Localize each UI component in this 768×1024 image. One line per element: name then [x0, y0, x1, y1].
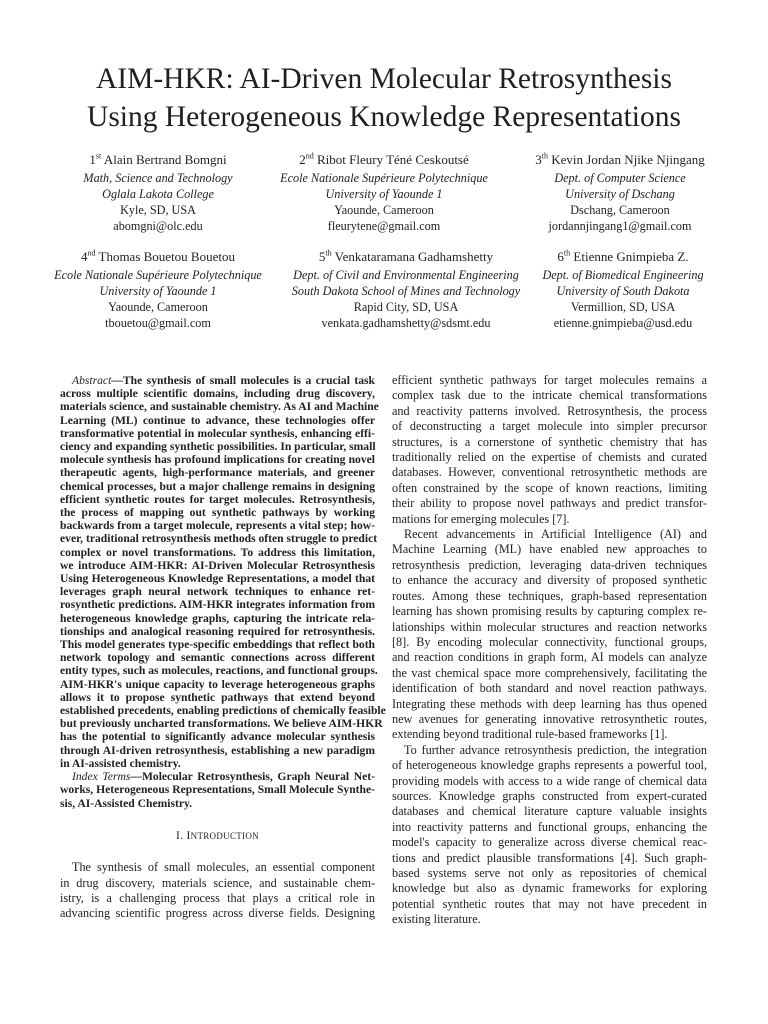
- text-line: the process of mapping out synthetic pathways by working: [60, 506, 375, 520]
- text-line: allows it to propose synthetic pathways that extend beyond: [60, 690, 375, 704]
- text-line: knowledge but also as dynamic frameworks for exploring: [392, 881, 707, 896]
- author-block-1: [38, 151, 278, 234]
- text-line: into reactivity patterns and functional groups, enhancing the: [392, 819, 707, 834]
- author-name: Venkataramana Gadhamshetty: [334, 249, 494, 264]
- author-location: Vermillion, SD, USA: [570, 300, 676, 314]
- title-line-2: Using Heterogeneous Knowledge Representations: [87, 101, 681, 133]
- abstract-label: Abstract: [72, 374, 112, 387]
- author-dept: Ecole Nationale Supérieure Polytechnique: [280, 171, 488, 185]
- author-location: Dschang, Cameroon: [570, 203, 670, 217]
- text-line: model's capacity to generalize across diverse chemical reac-: [392, 835, 707, 850]
- author-org: University of Yaounde 1: [99, 284, 217, 298]
- author-org: University of Yaounde 1: [325, 187, 443, 201]
- author-name-line: 1st Alain Bertrand Bomgni: [89, 151, 227, 167]
- text-line: new avenues for generating innovative retrosynthetic routes,: [392, 711, 707, 726]
- text-line: extending beyond traditional rule-based frameworks [1].: [392, 727, 668, 742]
- text-line: often constrained by the scope of known reactions, limiting: [392, 480, 707, 495]
- text-line: advancing scientific progress across diverse fields. Designing: [60, 906, 375, 921]
- text-line: heterogeneous knowledge graphs, capturing the intricate rela-: [60, 611, 375, 625]
- text-line: transformative potential in molecular synthesis, enhancing effi-: [60, 426, 375, 440]
- text-line: databases. However, conventional retrosynthetic methods are: [392, 465, 707, 480]
- text-line: molecule synthesis has profound implications for creating novel: [60, 453, 375, 467]
- text-line: The synthesis of small molecules, an essential component: [72, 860, 375, 875]
- text-line: This model generates type-specific embeddings that reflect both: [60, 638, 375, 652]
- author-dept: Dept. of Civil and Environmental Engineering: [293, 268, 519, 282]
- text-line: complex task due to the intricate chemical transformations: [392, 388, 707, 403]
- text-line: the vast chemical space more comprehensively, facilitating the: [392, 665, 707, 680]
- right-column: [392, 373, 707, 928]
- title-line-1: AIM-HKR: AI-Driven Molecular Retrosynthesis: [96, 63, 672, 95]
- author-block-2: [264, 151, 504, 234]
- body-paragraph: [392, 743, 707, 928]
- author-name: Kevin Jordan Njike Njingang: [551, 152, 705, 167]
- index-terms: [60, 770, 375, 810]
- text-line: tions and predict plausible transformations [4]. Such graph-: [392, 850, 707, 865]
- text-line: routes. Among these techniques, graph-based representation: [392, 588, 707, 603]
- text-line: tionships and analogical reasoning required for retrosynthesis.: [60, 624, 375, 638]
- text-line: potential synthetic routes that may not have precedent in: [392, 896, 707, 911]
- text-line: mations for emerging molecules [7].: [392, 511, 570, 526]
- paper-title: [0, 60, 768, 136]
- text-line: rosynthetic predictions. AIM-HKR integrates information from: [60, 598, 375, 612]
- text-line: databases and chemical literature capture valuable insights: [392, 804, 707, 819]
- author-name-line: 6th Etienne Gnimpieba Z.: [557, 248, 689, 264]
- text-line: established precedents, enabling predictions of chemically feasible: [60, 704, 386, 718]
- author-dept: Ecole Nationale Supérieure Polytechnique: [54, 268, 262, 282]
- text-line: chemical processes, but a major challenge remains in designing: [60, 479, 375, 493]
- author-name-line: 4nd Thomas Bouetou Bouetou: [80, 248, 235, 264]
- text-line: to enhance the accuracy and diversity of proposed synthetic: [392, 573, 707, 588]
- text-line: lationships within molecular structures and reaction networks: [392, 619, 707, 634]
- text-line: leverages graph neural network techniques to enhance ret-: [60, 585, 375, 599]
- text-line: network topology and semantic connections across different: [60, 651, 375, 665]
- text-line: materials science, and sustainable chemistry. As AI and Machine: [60, 400, 379, 414]
- text-line: retrosynthesis prediction, leveraging data-driven techniques: [392, 557, 707, 572]
- text-line: through AI-driven retrosynthesis, establishing a new paradigm: [60, 743, 375, 757]
- author-org: South Dakota School of Mines and Technology: [291, 284, 521, 298]
- body-paragraph: [392, 527, 707, 743]
- author-location: Kyle, SD, USA: [120, 203, 196, 217]
- author-email: fleurytene@gmail.com: [327, 219, 441, 233]
- author-name: Alain Bertrand Bomgni: [103, 152, 227, 167]
- text-line: traditionally relied on the expertise of chemists and curated: [392, 450, 707, 465]
- author-block-5: [284, 248, 528, 331]
- intro-paragraph: [60, 860, 375, 922]
- author-name: Ribot Fleury Téné Ceskoutsé: [316, 152, 469, 167]
- author-org: University of Dschang: [565, 187, 675, 201]
- author-dept: Dept. of Biomedical Engineering: [542, 268, 704, 282]
- text-line: Machine Learning (ML) have enabled new approaches to: [392, 542, 707, 557]
- text-line: across multiple scientific domains, including drug discovery,: [60, 387, 375, 401]
- text-line: structures, is a cornerstone of synthetic chemistry that has: [392, 434, 707, 449]
- text-line: [8]. By encoding molecular connectivity, functional groups,: [392, 634, 707, 649]
- text-line: ciency and expanding synthetic possibilities. In particular, small: [60, 440, 376, 454]
- text-line: identification of both standard and novel reaction pathways.: [392, 681, 707, 696]
- text-line: based systems serve not only as repositories of chemical: [392, 866, 707, 880]
- author-name-line: 2nd Ribot Fleury Téné Ceskoutsé: [299, 151, 469, 167]
- author-block-3: [504, 151, 736, 234]
- author-block-4: [38, 248, 278, 331]
- text-line: Index Terms—Molecular Retrosynthesis, Graph Neural Net-: [72, 770, 375, 784]
- text-line: in drug discovery, materials science, and sustainable chem-: [60, 875, 375, 890]
- author-name: Etienne Gnimpieba Z.: [573, 249, 689, 264]
- author-name-line: 5th Venkataramana Gadhamshetty: [318, 248, 494, 264]
- text-line: learning has shown promising results by capturing complex re-: [392, 604, 707, 619]
- text-line: of heterogeneous knowledge graphs represents a powerful tool,: [392, 758, 707, 773]
- text-line: Using Heterogeneous Knowledge Representations, a model that: [60, 572, 375, 586]
- author-dept: Dept. of Computer Science: [554, 171, 686, 185]
- text-line: To further advance retrosynthesis prediction, the integration: [404, 742, 707, 757]
- text-line: works, Heterogeneous Representations, Small Molecule Synthe-: [60, 783, 375, 797]
- author-block-6: [528, 248, 718, 331]
- text-line: entity types, such as molecules, reactions, and functional groups.: [60, 664, 378, 678]
- author-email: venkata.gadhamshetty@sdsmt.edu: [321, 316, 491, 330]
- text-line: Abstract—The synthesis of small molecules is a crucial task: [72, 374, 375, 387]
- author-location: Yaounde, Cameroon: [334, 203, 434, 217]
- author-email: etienne.gnimpieba@usd.edu: [553, 316, 693, 330]
- text-line: Learning (ML) continue to advance, these technologies offer: [60, 413, 375, 427]
- text-line: and reaction conditions in graph form, AI models can analyze: [392, 650, 707, 665]
- text-line: efficient synthetic pathways for target molecules remains a: [392, 373, 707, 387]
- author-name: Thomas Bouetou Bouetou: [98, 249, 235, 264]
- body-paragraph: [392, 373, 707, 527]
- author-email: abomgni@olc.edu: [113, 219, 203, 233]
- text-line: providing models with access to a wide range of chemical data: [392, 773, 707, 788]
- text-line: in AI-assisted chemistry.: [60, 756, 181, 770]
- text-line: backwards from a target molecule, represents a vital step; how-: [60, 519, 375, 533]
- author-name-line: 3th Kevin Jordan Njike Njingang: [535, 151, 705, 167]
- index-terms-label: Index Terms: [72, 770, 131, 784]
- author-org: Oglala Lakota College: [102, 187, 214, 201]
- text-line: but previously uncharted transformations. We believe AIM-HKR: [60, 717, 383, 731]
- text-line: their ability to propose novel pathways and predict transfor-: [392, 496, 707, 511]
- author-dept: Math, Science and Technology: [83, 171, 233, 185]
- author-org: University of South Dakota: [556, 284, 690, 298]
- text-line: complex or novel transformations. To address this limitation,: [60, 545, 375, 559]
- text-line: efficient synthetic routes for target molecules. Retrosynthesis,: [60, 492, 375, 506]
- text-line: of deconstructing a target molecule into simpler precursor: [392, 419, 707, 434]
- author-email: tbouetou@gmail.com: [105, 316, 211, 330]
- text-line: we introduce AIM-HKR: AI-Driven Molecular Retrosynthesis: [60, 558, 375, 572]
- author-location: Yaounde, Cameroon: [108, 300, 208, 314]
- text-line: sis, AI-Assisted Chemistry.: [60, 796, 193, 810]
- author-email: jordannjingang1@gmail.com: [548, 219, 692, 233]
- text-line: sources. Knowledge graphs constructed from expert-curated: [392, 788, 707, 803]
- text-line: AIM-HKR's unique capacity to leverage heterogeneous graphs: [60, 677, 375, 691]
- left-column: [60, 374, 386, 922]
- text-line: ever, traditional retrosynthesis methods often struggle to predict: [60, 532, 378, 546]
- text-line: existing literature.: [392, 912, 481, 927]
- abstract: [60, 374, 386, 770]
- text-line: and reactivity patterns involved. Retrosynthesis, the process: [392, 403, 707, 418]
- text-line: has the potential to significantly advance molecular synthesis: [60, 730, 375, 744]
- author-location: Rapid City, SD, USA: [353, 300, 459, 314]
- section-heading-introduction: I. INTRODUCTION: [176, 829, 259, 842]
- text-line: Integrating these methods with deep learning has thus opened: [392, 696, 707, 711]
- text-line: istry, is a challenging process that plays a critical role in: [60, 890, 375, 905]
- text-line: therapeutic agents, high-performance materials, and greener: [60, 466, 375, 480]
- text-line: Recent advancements in Artificial Intelligence (AI) and: [404, 527, 707, 542]
